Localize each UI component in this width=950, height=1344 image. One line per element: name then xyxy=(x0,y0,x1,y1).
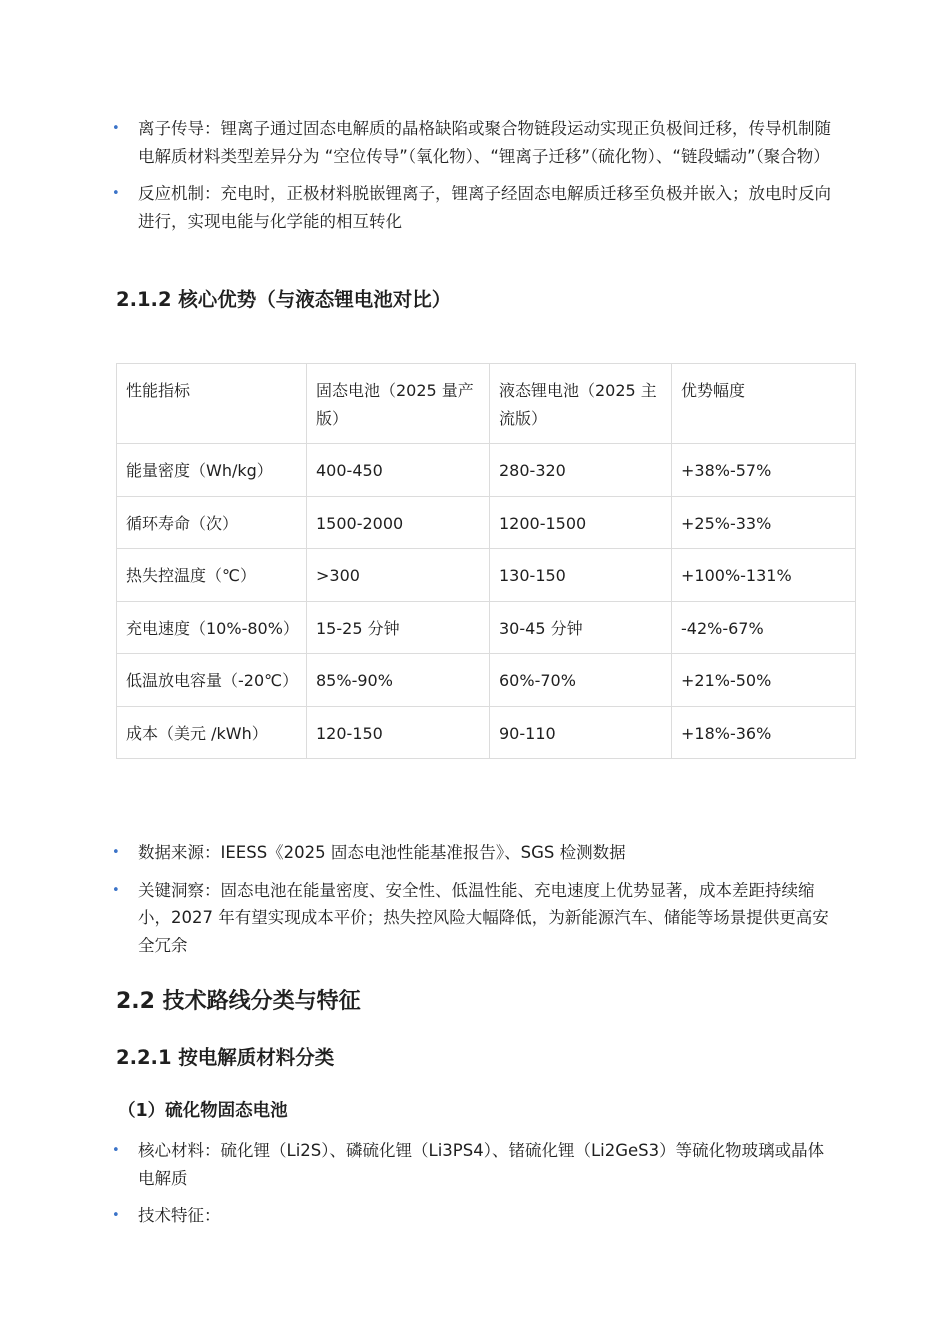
table-cell: 90-110 xyxy=(490,706,672,759)
bullet-dot-icon: • xyxy=(112,1208,120,1223)
table-row xyxy=(117,654,856,707)
bottom-bullet-list xyxy=(0,1137,950,1240)
section-heading-2-1-2: 2.1.2 核心优势（与液态锂电池对比） xyxy=(116,288,452,311)
table-cell: >300 xyxy=(307,549,490,602)
list-item: • 反应机制：充电时，正极材料脱嵌锂离子，锂离子经固态电解质迁移至负极并嵌入；放电时反向进行，实现电能与化学能的相互转化 xyxy=(0,180,950,235)
list-item: • 关键洞察：固态电池在能量密度、安全性、低温性能、充电速度上优势显著，成本差距持续缩小，2027 年有望实现成本平价；热失控风险大幅降低，为新能源汽车、储能等场景提供更高安全冗余 xyxy=(0,877,950,960)
table-cell: 30-45 分钟 xyxy=(490,601,672,654)
bullet-dot-icon: • xyxy=(112,186,120,201)
bullet-dot-icon: • xyxy=(112,882,120,898)
table-header-row xyxy=(117,364,856,444)
subsection-heading-sulfide: （1）硫化物固态电池 xyxy=(118,1101,288,1121)
table-cell: +21%-50% xyxy=(672,654,856,707)
bullet-dot-icon: • xyxy=(112,845,120,860)
list-item: • 数据来源：IEESS《2025 固态电池性能基准报告》、SGS 检测数据 xyxy=(0,839,950,867)
table-cell: 15-25 分钟 xyxy=(307,601,490,654)
table-cell: +18%-36% xyxy=(672,706,856,759)
list-item: • 技术特征： xyxy=(0,1202,950,1230)
table-cell: 1500-2000 xyxy=(307,496,490,549)
table-cell: 能量密度（Wh/kg） xyxy=(117,444,307,497)
mid-bullet-list xyxy=(0,839,950,969)
table-row xyxy=(117,706,856,759)
table-row xyxy=(117,444,856,497)
table-cell: 130-150 xyxy=(490,549,672,602)
table-cell: 1200-1500 xyxy=(490,496,672,549)
table-cell: +100%-131% xyxy=(672,549,856,602)
table-cell: 400-450 xyxy=(307,444,490,497)
table-header-cell: 固态电池（2025 量产版） xyxy=(307,364,490,444)
section-heading-2-2: 2.2 技术路线分类与特征 xyxy=(116,989,361,1014)
table-cell: -42%-67% xyxy=(672,601,856,654)
table-cell: 60%-70% xyxy=(490,654,672,707)
top-bullet-list xyxy=(0,115,950,245)
table-row xyxy=(117,549,856,602)
table-header-cell: 性能指标 xyxy=(117,364,307,444)
table-cell: 120-150 xyxy=(307,706,490,759)
table-row xyxy=(117,601,856,654)
table-header-cell: 优势幅度 xyxy=(672,364,856,444)
bullet-dot-icon: • xyxy=(112,121,120,136)
section-heading-2-2-1: 2.2.1 按电解质材料分类 xyxy=(116,1046,335,1069)
table-cell: +38%-57% xyxy=(672,444,856,497)
table-cell: 成本（美元 /kWh） xyxy=(117,706,307,759)
table-cell: 85%-90% xyxy=(307,654,490,707)
table-cell: 280-320 xyxy=(490,444,672,497)
bullet-dot-icon: • xyxy=(112,1143,120,1158)
list-item: • 核心材料：硫化锂（Li2S）、磷硫化锂（Li3PS4）、锗硫化锂（Li2GeS3）等硫化物玻璃或晶体电解质 xyxy=(0,1137,950,1192)
table-cell: 低温放电容量（-20℃） xyxy=(117,654,307,707)
table-row xyxy=(117,496,856,549)
table-cell: 充电速度（10%-80%） xyxy=(117,601,307,654)
list-item: • 离子传导：锂离子通过固态电解质的晶格缺陷或聚合物链段运动实现正负极间迁移，传导机制随电解质材料类型差异分为 “空位传导”（氧化物）、“锂离子迁移”（硫化物）、“链段蠕动”（聚合物） xyxy=(0,115,950,170)
performance-table xyxy=(116,363,856,759)
table-cell: +25%-33% xyxy=(672,496,856,549)
table-cell: 循环寿命（次） xyxy=(117,496,307,549)
table-cell: 热失控温度（℃） xyxy=(117,549,307,602)
table-header-cell: 液态锂电池（2025 主流版） xyxy=(490,364,672,444)
